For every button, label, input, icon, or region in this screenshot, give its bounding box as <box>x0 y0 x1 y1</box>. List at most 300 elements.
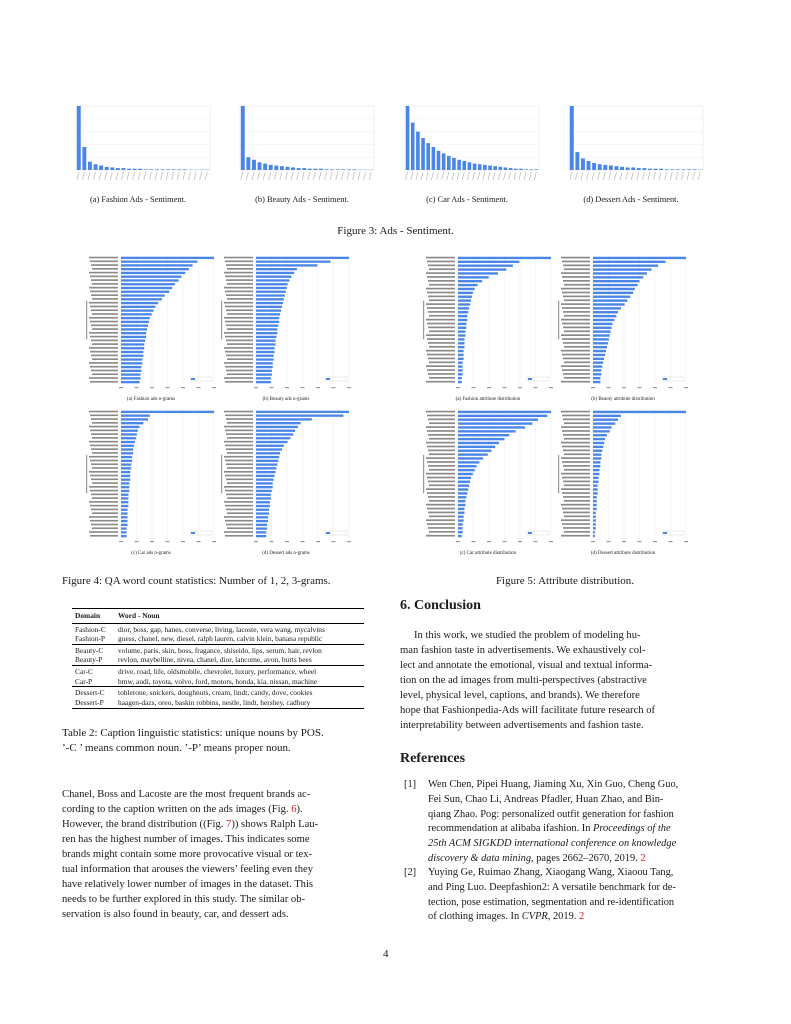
bar <box>302 168 306 170</box>
bar <box>593 450 602 452</box>
tick-label <box>252 172 254 180</box>
category-label <box>92 422 118 424</box>
bar <box>642 168 646 170</box>
category-label <box>92 343 118 345</box>
bar <box>121 490 129 492</box>
table-row <box>72 634 364 644</box>
bar <box>458 512 465 514</box>
bar <box>263 164 267 170</box>
bar <box>122 168 126 170</box>
category-label <box>429 268 455 270</box>
bar <box>88 162 92 170</box>
category-label <box>92 268 118 270</box>
bar <box>127 169 131 170</box>
bar <box>172 169 176 170</box>
bar <box>121 264 193 266</box>
tick-label <box>614 172 616 180</box>
bar <box>458 450 491 452</box>
category-label <box>89 377 118 379</box>
tick-label <box>452 172 454 180</box>
bar <box>483 165 487 170</box>
fig7-link[interactable]: 7 <box>226 819 232 830</box>
table-cell: volume, paris, skin, boss, fragance, shiseido, lips, serum, hair, revlon <box>115 644 364 655</box>
table-row <box>72 687 364 698</box>
bar <box>458 477 471 479</box>
bar <box>593 319 614 321</box>
bar <box>177 169 181 170</box>
bar <box>121 283 175 285</box>
tick-label <box>504 172 506 180</box>
category-label <box>226 418 253 420</box>
bar <box>458 492 467 494</box>
bar <box>458 484 469 486</box>
bar <box>121 291 169 293</box>
bar <box>256 362 273 364</box>
bar <box>256 332 277 334</box>
bar <box>593 461 600 463</box>
tick-label <box>519 172 521 180</box>
bar <box>121 381 140 383</box>
category-label <box>428 358 455 360</box>
category-label <box>429 422 455 424</box>
category-label <box>561 303 590 305</box>
bar <box>121 520 128 522</box>
category-label <box>224 287 253 289</box>
category-label <box>561 319 590 321</box>
bar <box>593 346 607 348</box>
tick-label <box>119 541 123 542</box>
category-label <box>429 299 455 301</box>
category-label <box>227 467 253 469</box>
category-label <box>562 523 590 525</box>
bar <box>121 441 135 443</box>
category-label <box>225 291 253 293</box>
category-label <box>224 362 253 364</box>
bar <box>593 496 597 498</box>
tick-label <box>285 172 287 180</box>
category-label <box>90 321 118 323</box>
category-label <box>429 361 455 363</box>
category-label <box>90 520 118 522</box>
table-cell: dior, boss, gap, hanes, converse, living, lacoste, vera wang, mycalvins <box>115 623 364 634</box>
bar <box>458 358 464 360</box>
tick-label <box>301 387 305 388</box>
subcaption-fashion-attr: (a) Fashion attribute distribution <box>455 397 521 402</box>
category-label <box>91 264 118 266</box>
bar <box>121 279 179 281</box>
category-label <box>563 527 590 529</box>
para-line: servation is also found in beauty, car, and dessert ads. <box>62 909 289 920</box>
bar <box>256 377 271 379</box>
bar <box>593 481 599 483</box>
conclusion-paragraph <box>400 628 730 733</box>
tick-label <box>177 172 179 180</box>
legend-swatch <box>326 532 330 534</box>
tick-label <box>587 172 589 180</box>
bar <box>166 169 170 170</box>
bar <box>593 299 627 301</box>
tick-label <box>518 387 522 388</box>
bar <box>637 168 641 170</box>
bar <box>593 264 658 266</box>
category-label <box>427 276 455 278</box>
bar <box>519 169 523 170</box>
tick-label <box>472 387 476 388</box>
para-line: tion on the ad images from multi-perspectives (abstractive <box>400 675 647 686</box>
bar <box>256 358 274 360</box>
bar <box>256 283 288 285</box>
category-label <box>561 519 590 521</box>
bar <box>615 166 619 170</box>
bar <box>593 500 597 502</box>
bar <box>121 287 172 289</box>
category-label <box>563 280 590 282</box>
category-label <box>563 418 590 420</box>
legend-swatch <box>528 532 532 534</box>
tick-label <box>316 387 320 388</box>
category-label <box>89 411 118 413</box>
bar <box>458 334 465 336</box>
bar <box>121 505 128 507</box>
bar <box>593 457 601 459</box>
bar <box>121 433 137 435</box>
bar <box>256 433 293 435</box>
bar <box>121 324 148 326</box>
bar <box>432 147 436 170</box>
bar <box>593 426 612 428</box>
category-label <box>561 381 590 383</box>
sentiment-chart-dessert <box>555 100 707 190</box>
subcaption-beauty-attr: (b) Beauty attribute distribution <box>591 397 655 402</box>
bar <box>121 497 128 499</box>
bar <box>256 512 269 514</box>
bar <box>458 323 466 325</box>
bar <box>593 272 647 274</box>
bar <box>256 291 286 293</box>
bar <box>458 346 465 348</box>
category-label <box>226 355 253 357</box>
bar <box>121 460 132 462</box>
bar <box>121 501 128 503</box>
sentiment-chart-beauty <box>226 100 378 190</box>
sentiment-chart-car <box>391 100 543 190</box>
bar <box>458 257 551 259</box>
bar <box>458 381 462 383</box>
bar <box>626 167 630 170</box>
bar <box>121 317 150 319</box>
category-label <box>428 327 455 329</box>
category-label <box>90 366 118 368</box>
tick-label <box>687 172 689 180</box>
tick-label <box>676 172 678 180</box>
tick-label <box>358 172 360 180</box>
tick-label <box>347 172 349 180</box>
category-label <box>226 509 253 511</box>
category-label <box>427 338 455 340</box>
bar <box>121 411 214 413</box>
category-label <box>429 469 455 471</box>
tick-label <box>447 172 449 180</box>
tick-label <box>194 172 196 180</box>
tick-label <box>166 541 170 542</box>
bar <box>458 268 506 270</box>
tick-label <box>155 172 157 180</box>
bar <box>256 347 275 349</box>
tick-label <box>246 172 248 180</box>
category-label <box>227 452 253 454</box>
bar <box>504 167 508 170</box>
table-cell: Fashion-C <box>72 623 115 634</box>
bar <box>593 338 609 340</box>
table-row <box>72 623 364 634</box>
tick-label <box>665 172 667 180</box>
category-label <box>227 373 253 375</box>
tick-label <box>609 172 611 180</box>
category-label <box>92 467 118 469</box>
bar <box>121 463 131 465</box>
tick-label <box>332 387 336 388</box>
category-label <box>91 509 118 511</box>
category-label <box>226 264 253 266</box>
category-label <box>427 354 455 356</box>
bar <box>297 168 301 170</box>
category-label <box>426 272 455 274</box>
category-label <box>90 381 118 383</box>
category-label <box>426 504 455 506</box>
category-label <box>563 264 590 266</box>
tick-label <box>607 541 611 542</box>
para-line: ren has the highest number of images. This indicates some <box>62 834 310 845</box>
tick-label <box>144 172 146 180</box>
category-label <box>226 463 253 465</box>
category-label <box>427 323 455 325</box>
bar <box>593 334 610 336</box>
category-label <box>224 257 253 259</box>
tick-label <box>534 387 538 388</box>
category-label <box>226 294 253 296</box>
category-label <box>428 280 455 282</box>
bar <box>256 456 279 458</box>
bar <box>121 321 149 323</box>
bar <box>593 261 666 263</box>
table2-caption-line: Table 2: Caption linguistic statistics: unique nouns by POS. <box>62 727 324 739</box>
bar <box>256 268 297 270</box>
tick-label <box>509 172 511 180</box>
bar <box>121 377 141 379</box>
tick-label <box>487 387 491 388</box>
backref-link[interactable]: 2 <box>578 911 585 923</box>
bar <box>458 422 532 424</box>
category-label <box>562 508 590 510</box>
category-label <box>227 343 253 345</box>
tick-label <box>172 172 174 180</box>
subcaption-fashion-ngrams: (a) Fashion ads n-grams <box>126 397 176 402</box>
bar <box>241 106 245 170</box>
table-cell: Car-P <box>75 676 93 686</box>
bar <box>593 296 630 298</box>
bar <box>458 272 498 274</box>
bar <box>593 327 612 329</box>
category-label <box>224 302 253 304</box>
category-label <box>90 535 118 537</box>
category-label <box>562 430 590 432</box>
category-label <box>563 434 590 436</box>
bar <box>110 167 114 170</box>
bar <box>121 302 158 304</box>
para-line: Chanel, Boss and Lacoste are the most frequent brands ac- <box>62 789 311 800</box>
category-label <box>427 508 455 510</box>
axis-label <box>423 455 424 493</box>
category-label <box>564 330 590 332</box>
tick-label <box>105 172 107 180</box>
category-label <box>428 373 455 375</box>
category-label <box>561 257 590 259</box>
tick-label <box>183 172 185 180</box>
bar <box>458 292 473 294</box>
bar <box>121 370 141 372</box>
category-label <box>426 334 455 336</box>
bar <box>458 527 463 529</box>
category-label <box>90 306 118 308</box>
bar <box>341 169 345 170</box>
category-label <box>562 276 590 278</box>
tick-label <box>166 172 168 180</box>
bar <box>499 167 503 170</box>
bar <box>458 457 483 459</box>
bar <box>256 298 284 300</box>
category-label <box>563 342 590 344</box>
tick-label <box>524 172 526 180</box>
para-line: brands might contain some more provocative visual or tex- <box>62 849 313 860</box>
tick-label <box>188 172 190 180</box>
bar <box>155 169 159 170</box>
tick-label <box>570 172 572 180</box>
table-cell: Beauty-P <box>75 655 103 665</box>
tick-label <box>472 541 476 542</box>
category-label <box>564 484 590 486</box>
tick-label <box>254 387 258 388</box>
category-label <box>429 453 455 455</box>
bar <box>458 369 463 371</box>
tick-label <box>82 172 84 180</box>
tick-label <box>653 541 657 542</box>
bar <box>598 164 602 170</box>
bar <box>593 434 607 436</box>
bar <box>256 336 276 338</box>
tick-label <box>336 172 338 180</box>
table-row <box>72 677 364 687</box>
bar <box>347 169 351 170</box>
tick-label <box>487 541 491 542</box>
category-label <box>225 430 253 432</box>
bar <box>121 430 138 432</box>
tick-label <box>503 387 507 388</box>
category-label <box>426 442 455 444</box>
category-label <box>90 351 118 353</box>
category-label <box>426 519 455 521</box>
ngram-chart-beauty <box>220 253 352 398</box>
tick-label <box>637 172 639 180</box>
category-label <box>227 437 253 439</box>
fig6-link[interactable]: 6 <box>291 804 297 815</box>
category-label <box>226 448 253 450</box>
category-label <box>89 486 118 488</box>
category-label <box>224 486 253 488</box>
bar <box>121 366 141 368</box>
bar <box>121 418 148 420</box>
category-label <box>227 358 253 360</box>
category-label <box>562 338 590 340</box>
category-label <box>224 531 253 533</box>
tick-label <box>77 172 79 180</box>
para-line: hope that Fashionpedia-Ads will facilitate future research of <box>400 705 656 716</box>
bar <box>144 169 148 170</box>
table2-caption-line: ’-C ’ means common noun. ’-P’ means proper noun. <box>62 742 291 754</box>
tick-label <box>241 172 243 180</box>
bar <box>682 169 686 170</box>
axis-label <box>86 301 87 339</box>
bar <box>121 268 189 270</box>
backref-link[interactable]: 2 <box>640 852 646 864</box>
bar <box>458 473 473 475</box>
bar <box>121 309 154 311</box>
bar <box>458 434 509 436</box>
axis-label <box>558 455 559 493</box>
bar <box>442 153 446 170</box>
axis-label <box>423 301 424 339</box>
category-label <box>562 307 590 309</box>
tick-label <box>456 387 460 388</box>
bar <box>593 508 597 510</box>
category-label <box>91 524 118 526</box>
bar <box>121 343 144 345</box>
category-label <box>92 527 118 529</box>
bar <box>458 430 516 432</box>
category-label <box>225 490 253 492</box>
bar <box>256 463 277 465</box>
category-label <box>427 492 455 494</box>
category-label <box>563 481 590 483</box>
bar <box>458 299 471 301</box>
category-label <box>91 294 118 296</box>
tick-label <box>116 172 118 180</box>
tick-label <box>488 172 490 180</box>
bar <box>286 167 290 170</box>
bar <box>458 261 519 263</box>
bar <box>458 461 479 463</box>
category-label <box>564 284 590 286</box>
bar <box>593 373 601 375</box>
para-line: have relatively lower number of images in the dataset. This <box>62 879 314 890</box>
tick-label <box>254 541 258 542</box>
bar <box>116 168 120 170</box>
category-label <box>227 512 253 514</box>
reference-number: [2] <box>404 867 417 878</box>
tick-label <box>364 172 366 180</box>
bar <box>593 531 595 533</box>
legend-swatch <box>528 378 532 380</box>
category-label <box>225 414 253 416</box>
bar <box>593 361 603 363</box>
category-label <box>225 306 253 308</box>
category-label <box>91 340 118 342</box>
bar <box>593 415 621 417</box>
tick-label <box>181 541 185 542</box>
bar <box>458 531 463 533</box>
bar <box>325 169 329 170</box>
category-label <box>226 279 253 281</box>
tick-label <box>529 172 531 180</box>
